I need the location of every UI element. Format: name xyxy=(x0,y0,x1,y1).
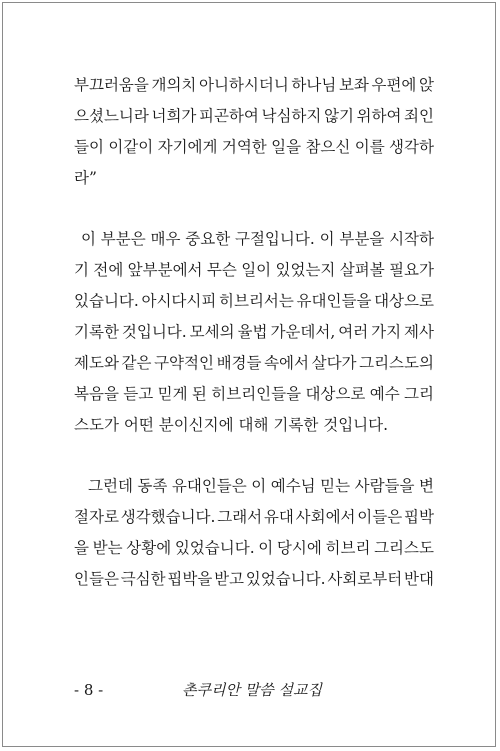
text-line: 으셨느니라 너희가 피곤하여 낙심하지 않기 위하여 죄인 xyxy=(74,107,434,125)
page-body xyxy=(74,70,434,595)
text-line: 그런데 동족 유대인들은 이 예수님 믿는 사람들을 변 xyxy=(88,477,434,495)
text-line: 스도가 어떤 분이신지에 대해 기록한 것입니다. xyxy=(74,416,389,434)
paragraph-1 xyxy=(74,70,434,194)
page-number: - 8 - xyxy=(74,681,104,699)
text-line: 복음을 듣고 믿게 된 히브리인들을 대상으로 예수 그리 xyxy=(74,385,434,403)
paragraph-2 xyxy=(74,224,434,441)
text-line: 이 부분은 매우 중요한 구절입니다. 이 부분을 시작하 xyxy=(81,230,434,248)
text-line: 라” xyxy=(74,169,97,187)
text-line: 절자로 생각했습니다. 그래서 유대 사회에서 이들은 핍박 xyxy=(74,508,434,526)
text-line: 있습니다. 아시다시피 히브리서는 유대인들을 대상으로 xyxy=(74,292,434,310)
text-line: 인들은 극심한 핍박을 받고 있었습니다. 사회로부터 반대 xyxy=(74,570,434,588)
paragraph-3 xyxy=(74,471,434,595)
running-title: 촌쿠리안 말씀 설교집 xyxy=(182,681,322,699)
text-line: 기록한 것입니다. 모세의 율법 가운데서, 여러 가지 제사 xyxy=(74,323,434,341)
text-line: 들이 이같이 자기에게 거역한 일을 참으신 이를 생각하 xyxy=(74,138,434,156)
text-line: 부끄러움을 개의치 아니하시더니 하나님 보좌 우편에 앉 xyxy=(74,76,434,94)
page-footer xyxy=(0,678,500,702)
text-line: 제도와 같은 구약적인 배경들 속에서 살다가 그리스도의 xyxy=(74,354,434,372)
text-line: 기 전에 앞부분에서 무슨 일이 있었는지 살펴볼 필요가 xyxy=(74,261,434,279)
text-line: 을 받는 상황에 있었습니다. 이 당시에 히브리 그리스도 xyxy=(74,539,434,557)
